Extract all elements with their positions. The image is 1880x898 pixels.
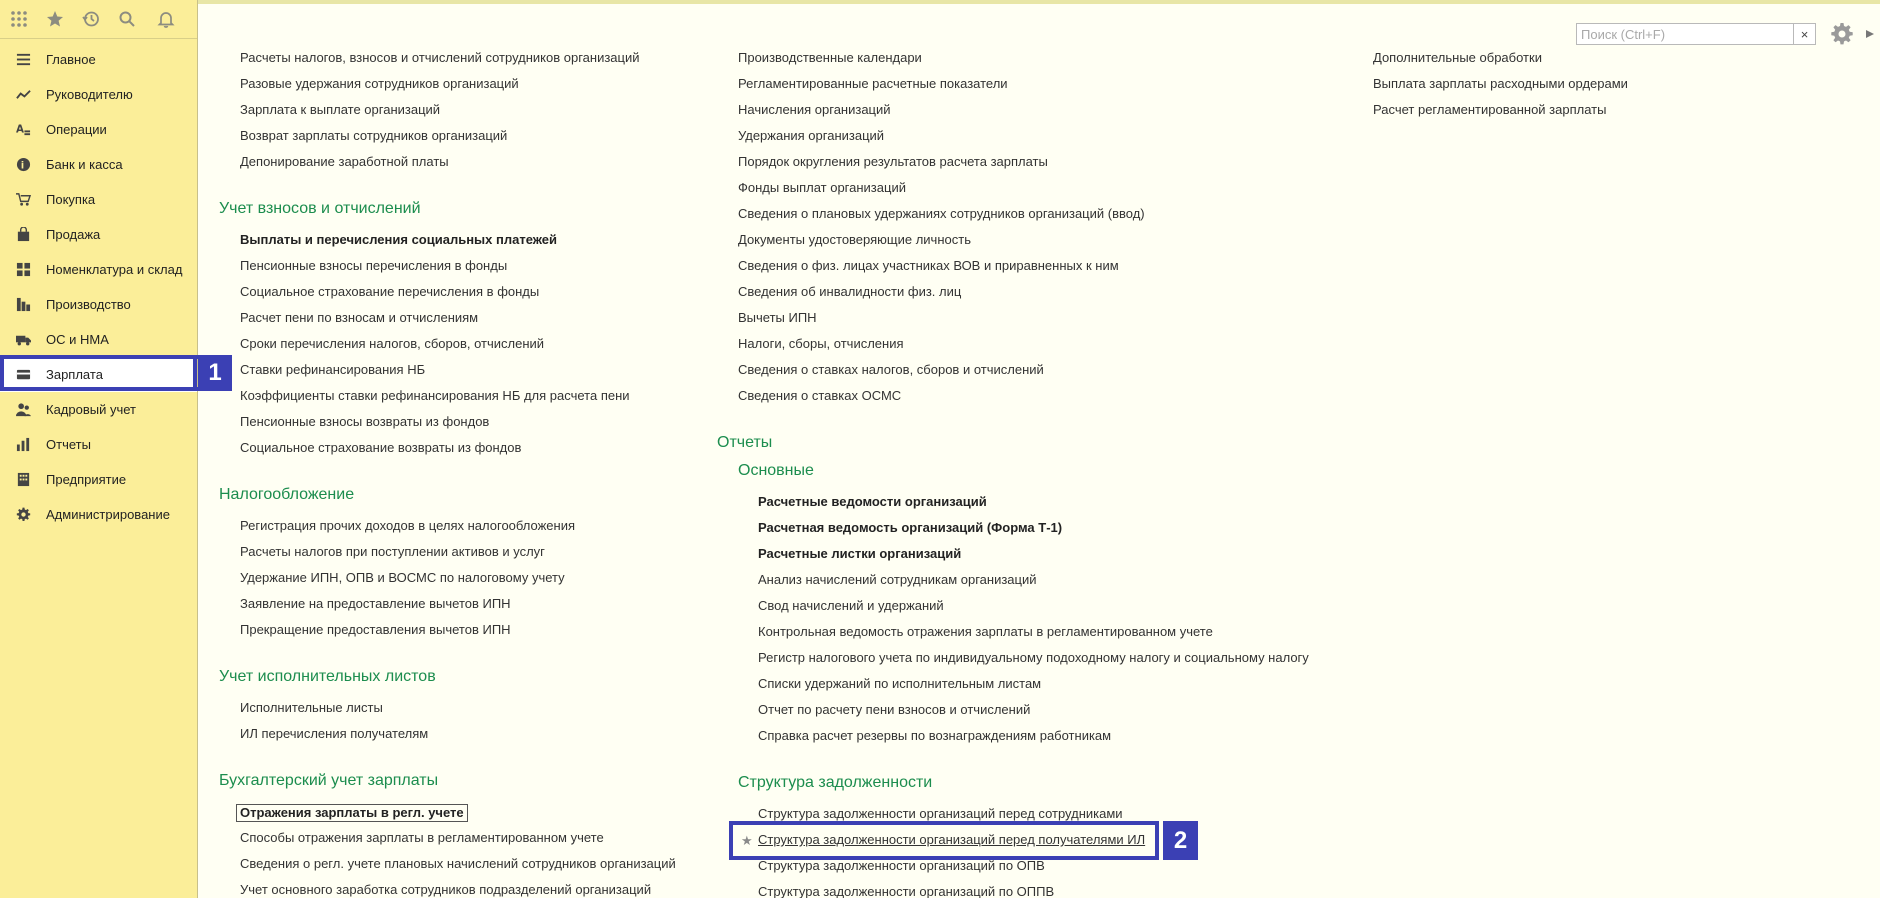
- nav-link[interactable]: Сведения о ставках налогов, сборов и отчислений: [738, 362, 1044, 377]
- truck-icon: [15, 332, 31, 348]
- nav-link[interactable]: Расчеты налогов при поступлении активов и услуг: [240, 544, 545, 559]
- sidebar-item-label: Банк и касса: [46, 157, 123, 172]
- nav-link[interactable]: Заявление на предоставление вычетов ИПН: [240, 596, 511, 611]
- nav-link[interactable]: Документы удостоверяющие личность: [738, 232, 971, 247]
- report-link[interactable]: Расчетная ведомость организаций (Форма Т-1): [758, 520, 1063, 535]
- sidebar-item-label: Производство: [46, 297, 131, 312]
- sidebar-item-label: Предприятие: [46, 472, 127, 487]
- nav-link[interactable]: Прекращение предоставления вычетов ИПН: [240, 622, 511, 637]
- annotation-badge-2: 2: [1163, 821, 1198, 860]
- nav-link[interactable]: Сроки перечисления налогов, сборов, отчислений: [240, 336, 545, 351]
- top-accent-line: [198, 0, 1880, 4]
- nav-link[interactable]: Удержания организаций: [738, 128, 885, 143]
- report-link[interactable]: Контрольная ведомость отражения зарплаты в регламентированном учете: [758, 624, 1213, 639]
- nav-link[interactable]: Отражения зарплаты в регл. учете: [236, 804, 468, 822]
- nav-link[interactable]: Фонды выплат организаций: [738, 180, 906, 195]
- trend-chart-icon: [15, 87, 31, 103]
- report-link[interactable]: Справка расчет резервы по вознаграждениям работникам: [758, 728, 1112, 743]
- grid-blocks-icon: [15, 262, 31, 278]
- svg-text:A: A: [15, 123, 24, 136]
- report-link[interactable]: Структура задолженности организаций перед получателями ИЛ: [758, 832, 1146, 847]
- sidebar-item-label: Продажа: [46, 227, 101, 242]
- wallet-card-icon: [15, 367, 31, 383]
- sidebar-item[interactable]: [0, 287, 197, 322]
- operations-icon: [15, 122, 31, 138]
- nav-link[interactable]: Расчет регламентированной зарплаты: [1373, 102, 1607, 117]
- nav-link[interactable]: Регламентированные расчетные показатели: [738, 76, 1008, 91]
- nav-link[interactable]: Налоги, сборы, отчисления: [738, 336, 904, 351]
- group-heading: Структура задолженности: [738, 774, 933, 791]
- annotation-frame-right-1: [193, 355, 197, 391]
- nav-link[interactable]: Учет основного заработка сотрудников подразделений организаций: [240, 882, 652, 897]
- nav-link[interactable]: Регистрация прочих доходов в целях налогообложения: [240, 518, 575, 533]
- sidebar-item[interactable]: [0, 252, 197, 287]
- report-link[interactable]: Анализ начислений сотрудникам организаций: [758, 572, 1037, 587]
- bar-chart-icon: [15, 437, 31, 453]
- annotation-frame-bottom-1: [0, 387, 198, 391]
- report-link[interactable]: Структура задолженности организаций по ОПВ: [758, 858, 1045, 873]
- sidebar-item-label: Главное: [46, 52, 96, 67]
- bank-coin-icon: [15, 157, 31, 173]
- group-heading: Бухгалтерский учет зарплаты: [219, 772, 439, 789]
- nav-link[interactable]: Сведения о регл. учете плановых начислений сотрудников организаций: [240, 856, 676, 871]
- nav-link[interactable]: Способы отражения зарплаты в регламентированном учете: [240, 830, 604, 845]
- svg-text:i: i: [20, 160, 24, 172]
- sidebar-item[interactable]: [0, 42, 197, 77]
- group-heading: Налогообложение: [219, 486, 355, 503]
- sidebar-item-label: Руководителю: [46, 87, 133, 102]
- annotation-frame-left-1: [0, 355, 4, 391]
- sidebar-item[interactable]: [0, 462, 197, 497]
- annotation-frame-right-2: [1155, 821, 1159, 860]
- sidebar: [0, 0, 198, 898]
- report-link[interactable]: Свод начислений и удержаний: [758, 598, 944, 613]
- nav-link[interactable]: Зарплата к выплате организаций: [240, 102, 441, 117]
- group-heading: Учет исполнительных листов: [219, 668, 436, 685]
- search-input[interactable]: [1576, 23, 1794, 45]
- annotation-frame-left-2: [729, 821, 733, 860]
- search-clear-button[interactable]: ×: [1794, 23, 1816, 45]
- nav-link[interactable]: Возврат зарплаты сотрудников организаций: [240, 128, 508, 143]
- sidebar-item-label: Зарплата: [46, 367, 103, 382]
- sidebar-item[interactable]: [0, 77, 197, 112]
- menu-lines-icon: [15, 52, 31, 68]
- nav-link[interactable]: Пенсионные взносы перечисления в фонды: [240, 258, 508, 273]
- sidebar-item[interactable]: [0, 147, 197, 182]
- report-link[interactable]: Списки удержаний по исполнительным листам: [758, 676, 1042, 691]
- nav-link[interactable]: Расчет пени по взносам и отчислениям: [240, 310, 479, 325]
- nav-link[interactable]: Депонирование заработной платы: [240, 154, 449, 169]
- sidebar-item-label: Кадровый учет: [46, 402, 136, 417]
- nav-link[interactable]: Коэффициенты ставки рефинансирования НБ для расчета пени: [240, 388, 630, 403]
- report-link[interactable]: Регистр налогового учета по индивидуальному подоходному налогу и социальному налогу: [758, 650, 1309, 665]
- sidebar-nav: [0, 42, 197, 532]
- group-heading: Учет взносов и отчислений: [219, 200, 421, 217]
- nav-link[interactable]: Производственные календари: [738, 50, 922, 65]
- nav-link[interactable]: Исполнительные листы: [240, 700, 383, 715]
- people-icon: [15, 402, 31, 418]
- group-heading: Основные: [738, 462, 814, 479]
- nav-link[interactable]: Начисления организаций: [738, 102, 891, 117]
- nav-link[interactable]: Сведения о физ. лицах участниках ВОВ и приравненных к ним: [738, 258, 1119, 273]
- report-link[interactable]: Расчетные листки организаций: [758, 546, 962, 561]
- section-heading: Отчеты: [717, 434, 773, 451]
- nav-link[interactable]: ИЛ перечисления получателям: [240, 726, 429, 741]
- gear-icon: [15, 507, 31, 523]
- nav-link[interactable]: Сведения о ставках ОСМС: [738, 388, 902, 403]
- nav-link[interactable]: Сведения о плановых удержаниях сотрудников организаций (ввод): [738, 206, 1145, 221]
- sidebar-item[interactable]: [0, 112, 197, 147]
- nav-link[interactable]: Ставки рефинансирования НБ: [240, 362, 426, 377]
- shopping-bag-icon: [15, 227, 31, 243]
- factory-icon: [15, 297, 31, 313]
- sidebar-item[interactable]: [0, 217, 197, 252]
- nav-link[interactable]: Разовые удержания сотрудников организаций: [240, 76, 519, 91]
- history-icon[interactable]: [81, 9, 101, 29]
- nav-link[interactable]: Социальное страхование возвраты из фондов: [240, 440, 522, 455]
- sidebar-item-label: Покупка: [46, 192, 96, 207]
- sidebar-item-label: Администрирование: [46, 507, 170, 522]
- favorites-star-icon[interactable]: [45, 9, 65, 29]
- nav-link[interactable]: Удержание ИПН, ОПВ и ВОСМС по налоговому учету: [240, 570, 565, 585]
- search-icon[interactable]: [117, 9, 137, 29]
- nav-link[interactable]: Расчеты налогов, взносов и отчислений сотрудников организаций: [240, 50, 640, 65]
- settings-gear-icon[interactable]: [1828, 22, 1856, 46]
- annotation-frame-top-2: [729, 821, 1159, 825]
- annotation-badge-1: 1: [198, 355, 232, 391]
- annotation-frame-top-1: [0, 355, 198, 359]
- cart-icon: [15, 192, 31, 208]
- report-link[interactable]: Структура задолженности организаций перед сотрудниками: [758, 806, 1123, 821]
- sidebar-toolbar: [0, 0, 197, 39]
- nav-link[interactable]: Сведения об инвалидности физ. лиц: [738, 284, 962, 299]
- sidebar-item-label: Отчеты: [46, 437, 91, 452]
- report-link[interactable]: Расчетные ведомости организаций: [758, 494, 987, 509]
- apps-grid-icon[interactable]: [9, 9, 29, 29]
- notifications-bell-icon[interactable]: [156, 9, 176, 29]
- nav-link[interactable]: Вычеты ИПН: [738, 310, 817, 325]
- nav-link[interactable]: Социальное страхование перечисления в фонды: [240, 284, 540, 299]
- sidebar-item-label: ОС и НМА: [46, 332, 109, 347]
- sidebar-item-label: Операции: [46, 122, 107, 137]
- sidebar-item-label: Номенклатура и склад: [46, 262, 183, 277]
- sidebar-item[interactable]: [0, 392, 197, 427]
- more-chevron-icon[interactable]: [1866, 26, 1880, 42]
- nav-link[interactable]: Порядок округления результатов расчета зарплаты: [738, 154, 1048, 169]
- building-icon: [15, 472, 31, 488]
- favorite-star-icon[interactable]: ★: [741, 833, 753, 848]
- nav-link[interactable]: Дополнительные обработки: [1373, 50, 1542, 65]
- sidebar-item[interactable]: [0, 497, 197, 532]
- nav-link[interactable]: Выплата зарплаты расходными ордерами: [1373, 76, 1628, 91]
- report-link[interactable]: Структура задолженности организаций по ОППВ: [758, 884, 1055, 898]
- sidebar-item[interactable]: [0, 322, 197, 357]
- sidebar-item[interactable]: [0, 182, 197, 217]
- sidebar-item[interactable]: [0, 427, 197, 462]
- nav-link[interactable]: Выплаты и перечисления социальных платежей: [240, 232, 558, 247]
- report-link[interactable]: Отчет по расчету пени взносов и отчислений: [758, 702, 1031, 717]
- nav-link[interactable]: Пенсионные взносы возвраты из фондов: [240, 414, 490, 429]
